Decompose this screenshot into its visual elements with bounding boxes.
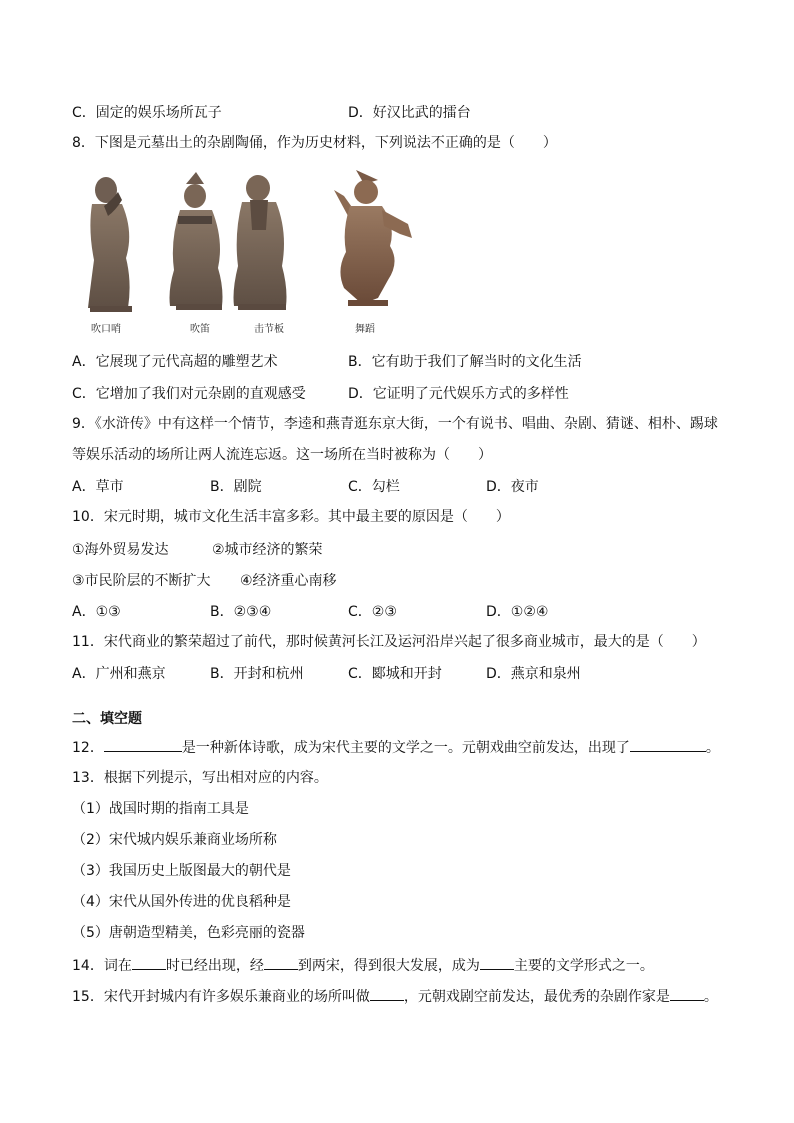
q8-option-d: D．它证明了元代娱乐方式的多样性	[348, 386, 569, 402]
caption-clappers: 击节板	[254, 324, 284, 335]
q11-option-b: B．开封和杭州	[210, 666, 304, 682]
q11-stem: 11．宋代商业的繁荣超过了前代，那时候黄河长江及运河沿岸兴起了很多商业城市，最大的是（ ）	[72, 634, 706, 650]
figurine-dancing	[334, 170, 412, 306]
q11-option-d: D．燕京和泉州	[486, 666, 581, 682]
q14-part-1: 14．词在	[72, 958, 132, 974]
q13-item-5: （5）唐朝造型精美，色彩亮丽的瓷器	[72, 925, 305, 941]
q8-option-a: A．它展现了元代高超的雕塑艺术	[72, 354, 278, 370]
q14-part-4: 主要的文学形式之一。	[513, 958, 654, 974]
q8-stem: 8．下图是元墓出土的杂剧陶俑，作为历史材料，下列说法不正确的是（ ）	[72, 135, 557, 151]
figurine-clappers	[234, 175, 287, 310]
caption-flute: 吹笛	[190, 324, 210, 335]
q9-stem-line1: 9．《水浒传》中有这样一个情节，李逵和燕青逛东京大街，一个有说书、唱曲、杂剧、猜谜、相朴、踢球	[72, 416, 718, 432]
caption-whistling: 吹口哨	[91, 324, 121, 335]
q10-item-3: ③市民阶层的不断扩大	[72, 573, 211, 589]
q10-option-d: D．①②④	[486, 604, 549, 620]
caption-dancing: 舞蹈	[355, 324, 375, 335]
figurine-whistling	[88, 177, 132, 312]
q15-part-3: 。	[703, 989, 718, 1005]
q14-blank-1[interactable]	[132, 955, 166, 970]
q10-item-2: ②城市经济的繁荣	[212, 542, 323, 558]
q9-option-d: D．夜市	[486, 479, 539, 495]
q13-item-4: （4）宋代从国外传进的优良稻种是	[72, 894, 291, 910]
q14-blank-3[interactable]	[480, 955, 514, 970]
q8-option-b: B．它有助于我们了解当时的文化生活	[348, 354, 582, 370]
q8-option-c: C．它增加了我们对元杂剧的直观感受	[72, 386, 306, 402]
q10-option-c: C．②③	[348, 604, 397, 620]
q10-option-a: A．①③	[72, 604, 121, 620]
q10-item-4: ④经济重心南移	[240, 573, 337, 589]
q15-blank-2[interactable]	[670, 986, 704, 1001]
q10-stem: 10．宋元时期，城市文化生活丰富多彩。其中最主要的原因是（ ）	[72, 509, 510, 525]
q9-option-a: A．草市	[72, 479, 124, 495]
q9-stem-line2: 等娱乐活动的场所让两人流连忘返。这一场所在当时被称为（ ）	[72, 447, 492, 463]
q15-blank-1[interactable]	[370, 986, 404, 1001]
q7-option-c: C．固定的娱乐场所瓦子	[72, 105, 222, 121]
q12-middle-text: 是一种新体诗歌，成为宋代主要的文学之一。元朝戏曲空前发达，出现了	[181, 740, 630, 756]
q9-option-b: B．剧院	[210, 479, 262, 495]
q15-part-1: 15．宋代开封城内有许多娱乐兼商业的场所叫做	[72, 989, 370, 1005]
q15-line	[72, 986, 718, 1007]
q12-blank-1[interactable]	[104, 737, 182, 752]
q10-item-1: ①海外贸易发达	[72, 542, 169, 558]
q14-part-2: 时已经出现，经	[165, 958, 264, 974]
q14-line	[72, 955, 654, 976]
figurine-flute	[170, 172, 223, 310]
q13-item-2: （2）宋代城内娱乐兼商业场所称	[72, 832, 277, 848]
q13-item-3: （3）我国历史上版图最大的朝代是	[72, 863, 291, 879]
q9-option-c: C．勾栏	[348, 479, 400, 495]
q12-end: 。	[705, 740, 720, 756]
q12-blank-2[interactable]	[630, 737, 706, 752]
q13-stem: 13．根据下列提示，写出相对应的内容。	[72, 770, 328, 786]
q7-option-d: D．好汉比武的擂台	[348, 105, 471, 121]
q12-line	[72, 737, 720, 758]
q11-option-a: A．广州和燕京	[72, 666, 166, 682]
q13-item-1: （1）战国时期的指南工具是	[72, 801, 249, 817]
q14-blank-2[interactable]	[264, 955, 298, 970]
q15-part-2: ，元朝戏剧空前发达，最优秀的杂剧作家是	[403, 989, 670, 1005]
section-2-title: 二、填空题	[72, 711, 142, 727]
q10-option-b: B．②③④	[210, 604, 272, 620]
q14-part-3: 到两宋，得到很大发展，成为	[297, 958, 480, 974]
q11-option-c: C．郾城和开封	[348, 666, 442, 682]
q12-number: 12．	[72, 740, 104, 756]
figurines-image	[78, 170, 428, 315]
